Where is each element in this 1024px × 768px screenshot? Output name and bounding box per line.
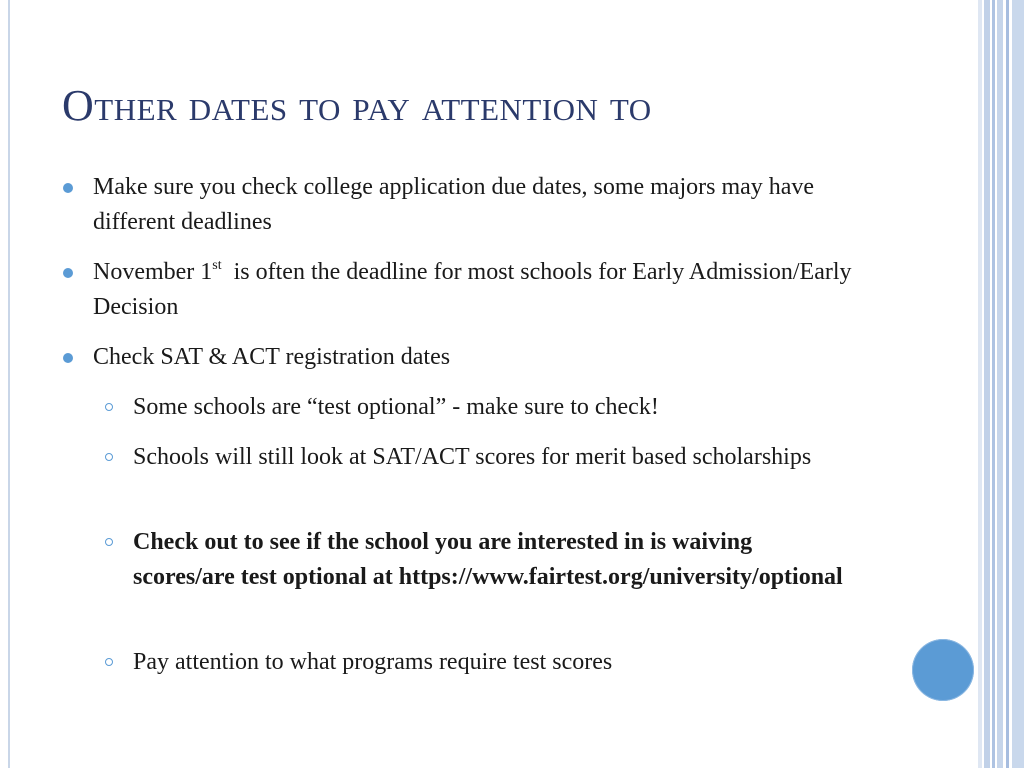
bullet-item xyxy=(93,170,873,240)
bullet-text: Check SAT & ACT registration dates xyxy=(93,344,451,370)
bullet-text-prefix: November 1 xyxy=(93,259,213,285)
bullet-item xyxy=(93,340,873,375)
hollow-circle-bullet-icon xyxy=(105,403,113,411)
right-decor-stripe xyxy=(1012,0,1024,768)
sub-bullet-item xyxy=(133,390,873,425)
bullet-text-suffix: is often the deadline for most schools for Early Admission/Early Decision xyxy=(93,259,858,320)
bullet-text xyxy=(93,255,858,325)
bullet-text: Make sure you check college application due dates, some majors may have different deadlines xyxy=(93,174,815,235)
bullet-item xyxy=(93,255,858,325)
right-decor-stripe xyxy=(984,0,990,768)
hollow-circle-bullet-icon xyxy=(105,453,113,461)
superscript: st xyxy=(212,258,222,273)
right-decor-stripe xyxy=(978,0,982,768)
left-border-line xyxy=(8,0,10,768)
sub-bullet-item xyxy=(133,525,853,595)
right-decor-stripe xyxy=(992,0,995,768)
filled-circle-bullet-icon xyxy=(63,183,73,193)
sub-bullet-text: Pay attention to what programs require test scores xyxy=(133,649,613,675)
slide-title: Other dates to pay attention to xyxy=(62,81,652,130)
hollow-circle-bullet-icon xyxy=(105,538,113,546)
sub-bullet-text: Schools will still look at SAT/ACT scores for merit based scholarships xyxy=(133,444,812,470)
sub-bullet-text: Check out to see if the school you are interested in is waiving scores/are test optional at https://www.fairtest.org/university/optional xyxy=(133,529,843,590)
sub-bullet-item xyxy=(133,440,833,475)
right-decor-stripe xyxy=(1006,0,1009,768)
sub-bullet-item xyxy=(133,645,873,680)
filled-circle-bullet-icon xyxy=(63,353,73,363)
sub-bullet-text: Some schools are “test optional” - make sure to check! xyxy=(133,394,659,420)
hollow-circle-bullet-icon xyxy=(105,658,113,666)
filled-circle-bullet-icon xyxy=(63,268,73,278)
blue-circle-decoration-icon xyxy=(912,639,974,701)
right-decor-stripe xyxy=(997,0,1003,768)
